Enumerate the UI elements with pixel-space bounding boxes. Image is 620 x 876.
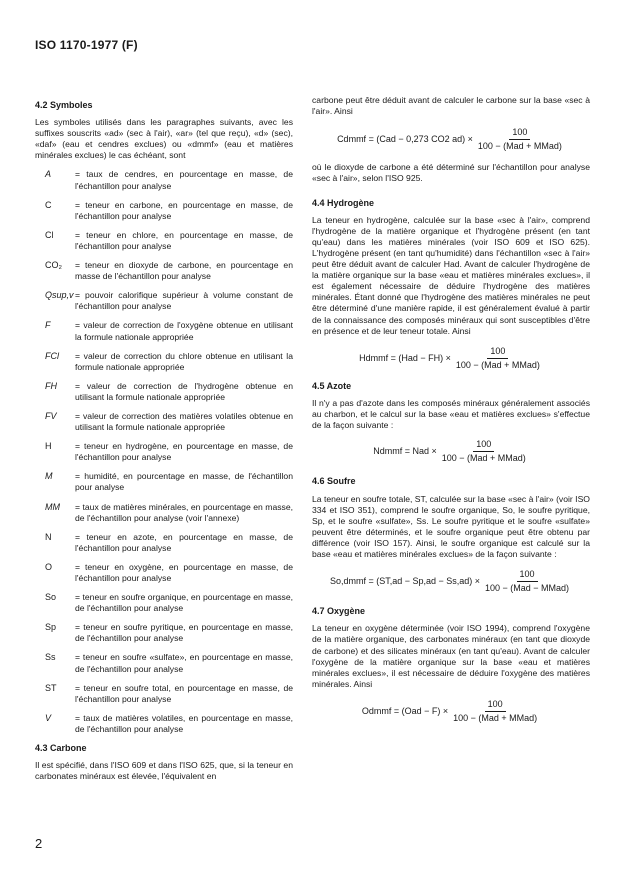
symbol-term: C xyxy=(45,199,52,210)
symbol-definition: = teneur en soufre pyritique, en pourcentage en masse, de l'échantillon pour analyse xyxy=(75,622,293,644)
symbol-term: Qsup,v xyxy=(45,290,74,301)
section-4-5-text: Il n'y a pas d'azote dans les composés minéraux généralement associés au charbon, et le calcul sur la base «eau et matières exclues» s'effectue de la façon suivante : xyxy=(312,397,590,431)
symbol-definition: = taux de cendres, en pourcentage en masse, de l'échantillon pour analyse xyxy=(75,169,293,191)
symbol-definition: = teneur en oxygène, en pourcentage en masse, de l'échantillon pour analyse xyxy=(75,561,293,583)
symbol-row xyxy=(35,411,293,433)
symbol-term: V xyxy=(45,712,52,723)
symbol-term: FCl xyxy=(45,350,59,361)
sulfur-formula-lhs: So,dmmf = (ST,ad − Sp,ad − Ss,ad) × xyxy=(329,576,481,587)
symbol-definition: = pouvoir calorifique supérieur à volume constant de l'échantillon pour analyse xyxy=(75,290,293,312)
symbol-definition: = teneur en soufre organique, en pourcentage en masse, de l'échantillon pour analyse xyxy=(75,592,293,614)
symbol-definition: = teneur en dioxyde de carbone, en pourcentage en masse de l'échantillon pour analyse xyxy=(75,260,293,282)
symbol-row xyxy=(35,169,293,191)
right-column xyxy=(312,95,590,724)
hydrogen-formula-num: 100 xyxy=(487,346,508,359)
section-4-7-text: La teneur en oxygène déterminée (voir ISO 1994), comprend l'oxygène de la matière organique, des carbonates minéraux (en tant que dioxyde de carbone) et des silicates minéraux (en tant qu'eau). Avant de calculer l'oxygène de la matière organique sur la base «eau et matières minérales exclues», il est nécessaire de déduire l'oxygène des matières minérales. Ainsi xyxy=(312,623,590,689)
symbol-definition: = taux de matières volatiles, en pourcentage en masse, de l'échantillon pour analyse xyxy=(75,712,293,734)
symbol-term: MM xyxy=(45,501,60,512)
symbol-term: FH xyxy=(45,380,57,391)
symbol-definition: = humidité, en pourcentage en masse, de l'échantillon pour analyse xyxy=(75,471,293,493)
symbol-term: Cl xyxy=(45,229,54,240)
symbol-definition: = valeur de correction de l'oxygène obtenue en utilisant la formule nationale appropriée xyxy=(75,320,293,342)
symbol-definition: = teneur en soufre total, en pourcentage en masse, de l'échantillon pour analyse xyxy=(75,682,293,704)
hydrogen-formula-den: 100 − (Mad + MMad) xyxy=(455,359,540,370)
symbol-term: FV xyxy=(45,410,57,421)
symbol-term: CO₂ xyxy=(45,260,62,271)
symbol-definition: = teneur en azote, en pourcentage en masse, de l'échantillon pour analyse xyxy=(75,531,293,553)
symbol-row xyxy=(35,441,293,463)
symbol-row xyxy=(35,532,293,554)
page-number: 2 xyxy=(35,836,43,851)
symbol-term: Sp xyxy=(45,622,57,633)
oxygen-formula-den: 100 − (Mad + MMad) xyxy=(453,713,538,724)
section-4-4-text: La teneur en hydrogène, calculée sur la base «sec à l'air», comprend l'hydrogène de la matière organique et l'hydrogène présent (en tant qu'eau) dans les matières minérales (voir ISO 609 et ISO 625). L'hydrogène présent (en tant qu'humidité) dans l'échantillon «sec à l'air» peut être déduit avant de calculer Had. Avant de calculer l'hydrogène de la matière organique sur la base «eau et matières minérales exclues», il est également nécessaire de déduire l'hydrogène des matières minérales. Étant donné que l'hydrogène des matières minérales ne peut être déterminé d'une manière rapide, il est généralement évalué à partir de la connaissance des composés minéraux qui sont susceptibles d'être en présence et de leur teneur totale. Ainsi xyxy=(312,214,590,336)
symbol-row xyxy=(35,683,293,705)
hydrogen-formula xyxy=(312,346,590,371)
carbon-formula-num: 100 xyxy=(509,127,530,140)
sulfur-formula-den: 100 − (Mad − MMad) xyxy=(485,583,570,594)
carbon-after: où le dioxyde de carbone a été déterminé sur l'échantillon pour analyse «sec à l'air», selon l'ISO 925. xyxy=(312,162,590,184)
section-4-2-title: 4.2 Symboles xyxy=(35,100,93,110)
symbol-row xyxy=(35,652,293,674)
symbol-row xyxy=(35,502,293,524)
document-header: ISO 1170-1977 (F) xyxy=(35,38,138,52)
symbol-definition: = teneur en carbone, en pourcentage en masse, de l'échantillon pour analyse xyxy=(75,199,293,221)
symbol-list xyxy=(35,169,293,735)
symbol-row xyxy=(35,562,293,584)
symbol-definition: = valeur de correction du chlore obtenue en utilisant la formule nationale appropriée xyxy=(75,350,293,372)
symbol-term: So xyxy=(45,592,57,603)
section-4-3-text: Il est spécifié, dans l'ISO 609 et dans l'ISO 625, que, si la teneur en carbonates minéraux est élevée, l'équivalent en xyxy=(35,760,293,782)
symbol-definition: = teneur en chlore, en pourcentage en masse, de l'échantillon pour analyse xyxy=(75,229,293,251)
symbol-row xyxy=(35,381,293,403)
nitrogen-formula xyxy=(312,439,590,464)
symbol-definition: = teneur en soufre «sulfate», en pourcentage en masse, de l'échantillon pour analyse xyxy=(75,652,293,674)
symbol-term: N xyxy=(45,531,52,542)
section-4-5-title: 4.5 Azote xyxy=(312,380,352,391)
carbon-formula-lhs: Cdmmf = (Cad − 0,273 CO2 ad) × xyxy=(337,134,473,145)
symbol-row xyxy=(35,230,293,252)
oxygen-formula xyxy=(312,699,590,724)
symbol-row xyxy=(35,713,293,735)
symbol-row xyxy=(35,622,293,644)
section-4-6-text: La teneur en soufre totale, ST, calculée sur la base «sec à l'air» (voir ISO 334 et ISO 351), comprend le soufre organique, So, le soufre pyritique, Sp, et le soufre «sulfate», Ss. Le soufre pyritique et le soufre «sulfate» peuvent être déterminés, et le soufre organique peut être obtenu par différence (voir ISO 157). Ainsi, le soufre organique est calculé sur la base «eau et matières minérales exclues» de la façon suivante : xyxy=(312,493,590,559)
carbon-formula xyxy=(312,127,590,152)
oxygen-formula-lhs: Odmmf = (Oad − F) × xyxy=(361,705,449,716)
symbol-row xyxy=(35,471,293,493)
section-4-2-intro: Les symboles utilisés dans les paragraphes suivants, avec les suffixes souscrits «ad» (sec à l'air), «ar» (tel que reçu), «d» (sec), «daf» (eau et cendres exclues) ou «dmmf» (eau et matières minérales exclues) le cas échéant, sont xyxy=(35,117,293,161)
nitrogen-formula-num: 100 xyxy=(473,439,494,452)
symbol-definition: = taux de matières minérales, en pourcentage en masse, de l'échantillon pour analyse (voir l'annexe) xyxy=(75,501,293,523)
symbol-term: M xyxy=(45,471,53,482)
symbol-term: ST xyxy=(45,682,57,693)
symbol-row xyxy=(35,290,293,312)
symbol-row xyxy=(35,200,293,222)
symbol-row xyxy=(35,351,293,373)
symbol-term: A xyxy=(45,169,52,180)
symbol-definition: = teneur en hydrogène, en pourcentage en masse, de l'échantillon pour analyse xyxy=(75,441,293,463)
oxygen-formula-num: 100 xyxy=(485,699,506,712)
nitrogen-formula-lhs: Ndmmf = Nad × xyxy=(373,446,437,457)
section-4-3-title: 4.3 Carbone xyxy=(35,743,87,754)
hydrogen-formula-lhs: Hdmmf = (Had − FH) × xyxy=(359,352,451,363)
symbol-row xyxy=(35,592,293,614)
symbol-term: F xyxy=(45,320,51,331)
symbol-term: Ss xyxy=(45,652,56,663)
sulfur-formula xyxy=(312,569,590,594)
section-4-4-title: 4.4 Hydrogène xyxy=(312,197,375,208)
carbon-continuation: carbone peut être déduit avant de calculer le carbone sur la base «sec à l'air». Ainsi xyxy=(312,95,590,117)
section-4-7-title: 4.7 Oxygène xyxy=(312,606,366,617)
carbon-formula-den: 100 − (Mad + MMad) xyxy=(477,141,562,152)
nitrogen-formula-den: 100 − (Mad + MMad) xyxy=(441,453,526,464)
symbol-definition: = valeur de correction des matières volatiles obtenue en utilisant la formule nationale appropriée xyxy=(75,410,293,433)
symbol-row xyxy=(35,320,293,342)
symbol-term: O xyxy=(45,561,53,572)
left-column xyxy=(35,100,293,782)
symbol-definition: = valeur de correction de l'hydrogène obtenue en utilisant la formule nationale appropriée xyxy=(75,380,293,402)
section-4-6-title: 4.6 Soufre xyxy=(312,476,356,487)
symbol-term: H xyxy=(45,441,52,452)
symbol-row xyxy=(35,260,293,282)
sulfur-formula-num: 100 xyxy=(517,569,538,582)
